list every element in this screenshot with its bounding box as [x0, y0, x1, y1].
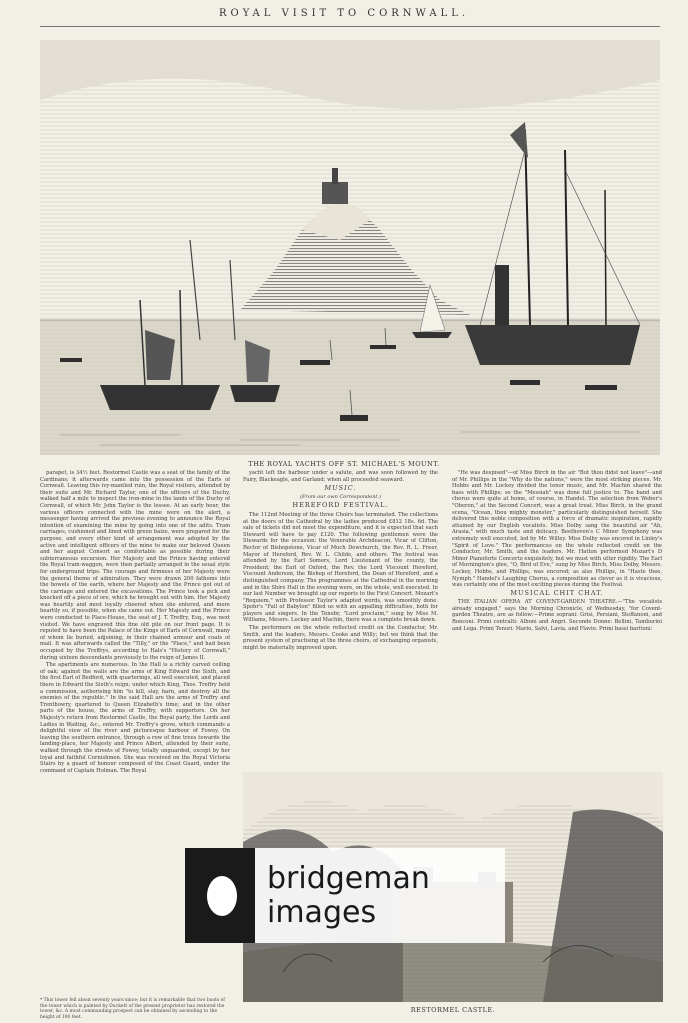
hereford-festival-heading: HEREFORD FESTIVAL.	[292, 501, 389, 510]
middle-column-intro: yacht left the harbour under a salute, and was soon followed by the Fairy, Blackeagle, and Garland; when all proceeded seaward.	[243, 470, 438, 483]
watermark-line-2: images	[267, 894, 377, 930]
middle-column	[243, 470, 438, 775]
footnote: * This tower fell about seventy years since; but it is remarkable that two busts of the tower which is painted by Duckett of the present proprietor has restored the tower, &c. A most commanding prospect can be obtained by ascending to the height of 100 feet.	[40, 998, 225, 1020]
musical-chit-chat-heading: MUSICAL CHIT CHAT.	[510, 588, 604, 597]
top-figure-caption: THE ROYAL YACHTS OFF ST. MICHAEL'S MOUNT.	[248, 460, 440, 468]
left-column-paragraph-2: The apartments are numerous. In the Hall is a richly carved ceiling of oak; against the walls are the arms of King Edward the Sixth, and the first Earl of Bedford, with quarterings, all well executed, and placed there in Edward the Sixth's reign; under which King, Thos. Treffry held a commission, authorising him "to kill, slay, harn, and destroy all the enemies of the republic." In the said Hall are the arms of Treffry and Trenthowry, quartered to Queen Elizabeth's time; and in the other parts of the house, the arms of Treffry, with supporters. On her Majesty's return from Restormel Castle, the Royal party, the Lords and Ladies in Waiting, &c., entered Mr. Treffry's grove, which commands a delightful view of the river and picturesque harbour of Fowey. On leaving the southern entrance, through a row of fine trees towards the landing-place, her Majesty and Prince Albert, attended by their suite, walked through the streets of Fowey, totally unguarded, except by her loyal and faithful Cornishmen. She was received on the Royal Victoria Stairs by a guard of honour composed of the Coast Guard, under the command of Captain Holman. The Royal	[40, 662, 230, 774]
bottom-figure-caption: RESTORMEL CASTLE.	[410, 1006, 496, 1014]
watermark-overlay	[185, 848, 505, 943]
bridgeman-logo-icon	[185, 848, 255, 943]
right-column-paragraph-2: THE ITALIAN OPERA AT COVENT-GARDEN THEATRE.—"The vocalists already engaged," says the Morning Chronicle, of Wednesday, "for Covent-garden Theatre, are as follow:—Prime soprani: Grisi, Persiani, Steffanoni, and Ronconi. Primi contralti: Alboni and Angri. Seconde Donne: Bellini, Tamburini and Lega. Primi Tenori: Mario, Salvi, Lavia, and Flavio. Primi bassi baritoni:	[452, 599, 662, 632]
page-title: ROYAL VISIT TO CORNWALL.	[218, 8, 470, 19]
middle-column-paragraph-1: The 112nd Meeting of the three Choirs has terminated. The collections at the doors of the Cathedral by the ladies produced £812 18s. 6d. The sale of tickets did not meet the expenditure, and it is expected that each Steward will have to pay £120. The following gentlemen were the Stewards for the occasion: the Venerable Archdeacon, Vicar of Clifton, Rector of Bishopstone, Vicar of Much Dewchurch, the Rev. R. L. Freer, Mayor of Hereford, Rev. W. L. Childe, and others. The festival was attended by the Earl Somers, Lord Lieutenant of the county, the President; the Earl of Oxford, the Rev. the Lord Viscount Hereford, Viscount Anderson, the Bishop of Hereford, the Dean of Hereford, and a distinguished company. The programmes at the Cathedral in the morning and in the Shire Hall in the evening were, on the whole, well executed. In our last Number we brought up our reports to the First Concert. Mozart's "Requiem," with Professor Taylor's adapted words, was smoothly done. Spohr's "Fall of Babylon" filled us with an appalling difficulties, both for players and singers. In the Tenebr, "Lord proclaim," sung by Miss M. Williams, Messrs. Lockey and Machin, there was a complete break down.	[243, 511, 438, 624]
correspondent-note: (From our own Correspondent.)	[300, 493, 381, 500]
header-rule	[40, 26, 660, 27]
watermark-line-1: bridgeman	[267, 860, 430, 896]
left-column-paragraph-1: parapet, is 34½ feet. Restormel Castle was a seat of the family of the Cardinans; it afterwards came into the possession of the Earls of Cornwall. Leaving this ivy-mantled ruin, the Royal visitors, attended by their suite and Mr. Richard Taylor, one of the officers of the Duchy, walked half a mile to inspect the iron-mine in the lands of the Duchy of Cornwall, of which Mr. John Taylor is the lessee. At an early hour, the various officers connected with the mine were on the alert, a messenger having arrived the previous evening to announce the Royal intention of examining the mine by going into one of the adits. Tram carriages, cushioned and lined with green baize, were prepared for the purpose, and every other kind of arrangement was adopted by the active and intelligent officers of the mine to make our beloved Queen and her august Consort as comfortable as possible during their subterraneous excursion. Her Majesty and the Prince having entered the Royal tram-waggon, were then partially arranged in the usual style for underground trips. The courage and firmness of her Majesty were the general theme of admiration. They were drawn 200 fathoms into the bowels of the earth, where her Majesty and the Prince got out of the carriage and entered the excavations. The Prince took a pick and knocked off a piece of ore, which he brought out with him. Her Majesty was heartily and most loyally cheered when she entered, and more heartily so, if possible, when she came out. Her Majesty and the Prince were conducted to Place-House, the seat of J. T. Treffry, Esq., was next visited. We have engraved this fine old pile on our front page. It is reputed to have been the Palace of the Kings of Earls of Cornwall, many of whom lie buried, adjoining, in their chained armour and coats of mail. It was afterwards called the "Tilly," or the "Place," and had been occupied by the Treffrys, according to Hals's "History of Cornwall," during sixteen descendants previously to the reign of James II.	[40, 470, 230, 661]
middle-column-paragraph-2: The performers on the whole reflected credit on the Conductor, Mr. Smith, and the leaders, Messrs. Cooke and Willy; but we think that the present system of practising at the three choirs, of exchanging organists, might be materially improved upon.	[243, 625, 438, 651]
watermark-text	[255, 862, 430, 930]
right-column	[452, 470, 662, 775]
royal-yachts-engraving	[40, 40, 660, 455]
music-heading: MUSIC.	[324, 484, 357, 493]
right-column-paragraph-1: "He was despised"—of Miss Birch in the air "But thou didst not leave"—and of Mr. Phillips in the "Why do the nations," were the most striking pieces. Mr. Hobbs and Mr. Lockey divided the tenor music, and Mr. Machin shared the bass with Phillips; so the "Messiah" was done full justice to. The band and chorus were quite at home, of course, in Handel. The selection from Weber's "Oberon," at the Second Concert, was a great treat. Miss Birch, in the grand scena, "Ocean, thou mighty monster," particularly distinguished herself. She delivered this noble composition with a force of dramatic inspiration, rapidly attained by our English vocalists. Miss Dolby sang the beautiful air "Ah, Arasia," with much taste and delicacy. Beethoven's C Minor Symphony was extremely well executed, led by Mr. Willey. Miss Dolby was encored in Linley's "Spirit of Love." The performances on the whole reflected credit on the Conductor, Mr. Smith, and the leaders. Mr. Hatton performed Mozart's D Minor Pianoforte Concerto exquisitely, but we must with utter rigidity. The Earl of Mornington's glee, "O, Bird of Eve," sung by Miss Birch, Miss Dolby, Messrs. Lockey, Hobbs, and Phillips, was encored; as also Phillips, in "Haste thee, Nymph." Handel's Laughing Chorus, a composition as clever as it is vivacious, was certainly one of the most exciting pieces during the Festival.	[452, 470, 662, 589]
